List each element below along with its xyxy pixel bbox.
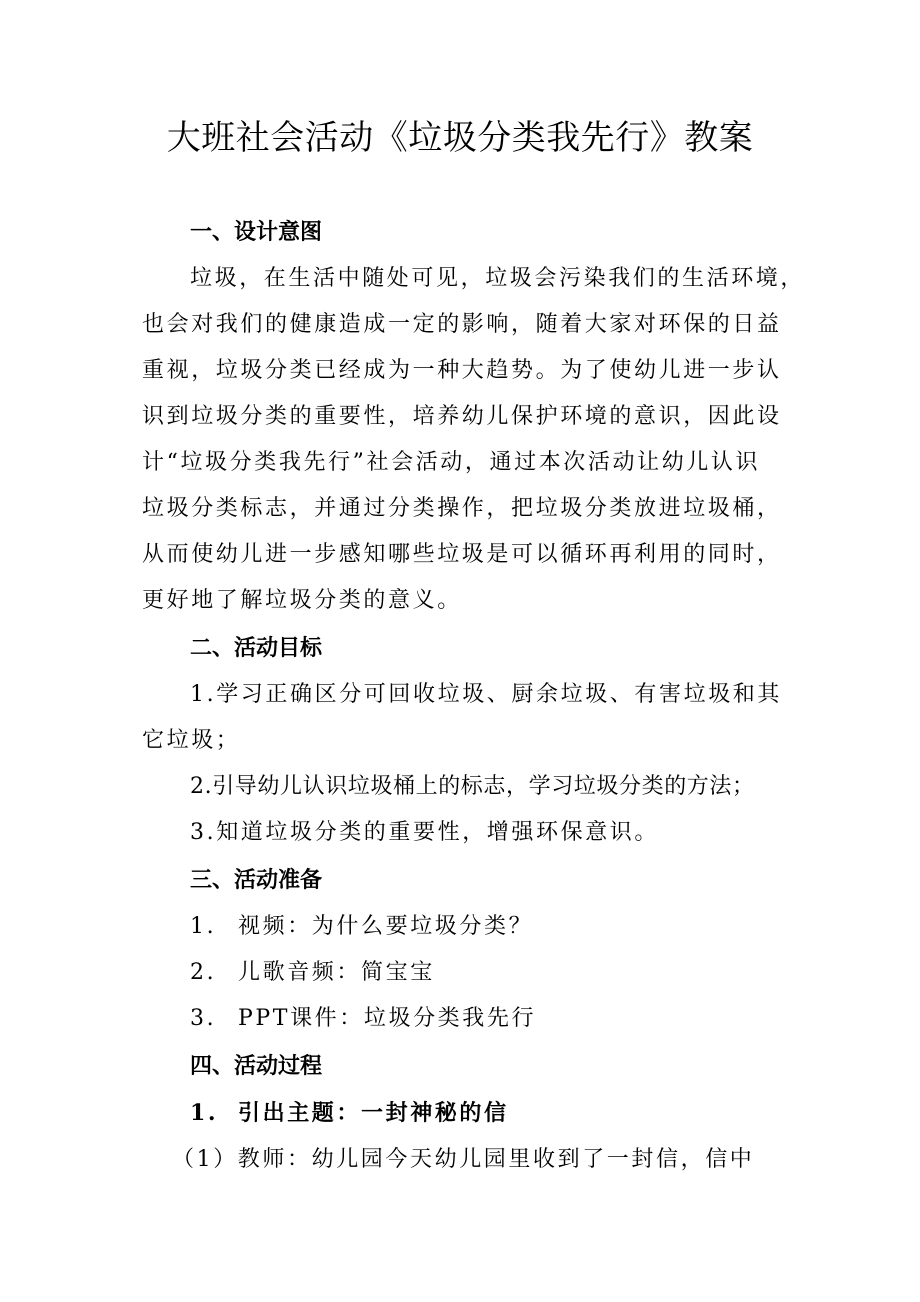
paragraph-line: 重视，垃圾分类已经成为一种大趋势。为了使幼儿进一步认 xyxy=(142,358,782,383)
step-heading xyxy=(190,1090,838,1136)
list-item xyxy=(190,904,838,950)
list-item-number: 2. xyxy=(190,960,217,985)
goal-item-continued: 它垃圾； xyxy=(142,728,241,753)
goal-item: 3.知道垃圾分类的重要性，增强环保意识。 xyxy=(190,820,659,845)
paragraph-line: 从而使幼儿进一步感知哪些垃圾是可以循环再利用的同时， xyxy=(142,542,782,567)
section-heading-design-intent: 一、设计意图 xyxy=(190,220,323,245)
section-heading-preparation: 三、活动准备 xyxy=(190,868,323,893)
list-item xyxy=(190,950,838,996)
step-text: 引出主题：一封神秘的信 xyxy=(238,1100,509,1126)
document-title: 大班社会活动《垃圾分类我先行》教案 xyxy=(166,118,754,158)
section-heading-process: 四、活动过程 xyxy=(190,1054,323,1079)
paragraph-line: 垃圾，在生活中随处可见，垃圾会污染我们的生活环境， xyxy=(190,266,806,291)
paragraph-line: 垃圾分类标志，并通过分类操作，把垃圾分类放进垃圾桶， xyxy=(142,496,782,521)
step-number: 1. xyxy=(190,1100,219,1126)
list-item-text: 视频：为什么要垃圾分类？ xyxy=(238,914,534,939)
list-item-text: PPT课件：垃圾分类我先行 xyxy=(238,1006,537,1031)
list-item-number: 3. xyxy=(190,1006,217,1031)
paragraph-line: 计“垃圾分类我先行”社会活动，通过本次活动让幼儿认识 xyxy=(142,450,761,475)
goal-item: 2.引导幼儿认识垃圾桶上的标志，学习垃圾分类的方法； xyxy=(190,774,755,799)
list-item-text: 儿歌音频：简宝宝 xyxy=(238,960,435,985)
section-heading-goals: 二、活动目标 xyxy=(190,636,323,661)
paragraph-line: 识到垃圾分类的重要性，培养幼儿保护环境的意识，因此设 xyxy=(142,404,782,429)
list-item xyxy=(190,996,838,1042)
goal-item: 1.学习正确区分可回收垃圾、厨余垃圾、有害垃圾和其 xyxy=(190,682,782,707)
list-item-number: 1. xyxy=(190,914,217,939)
paragraph-line: 更好地了解垃圾分类的意义。 xyxy=(142,588,462,613)
sub-step-line: （1）教师：幼儿园今天幼儿园里收到了一封信，信中 xyxy=(172,1147,755,1172)
paragraph-line: 也会对我们的健康造成一定的影响，随着大家对环保的日益 xyxy=(142,312,782,337)
